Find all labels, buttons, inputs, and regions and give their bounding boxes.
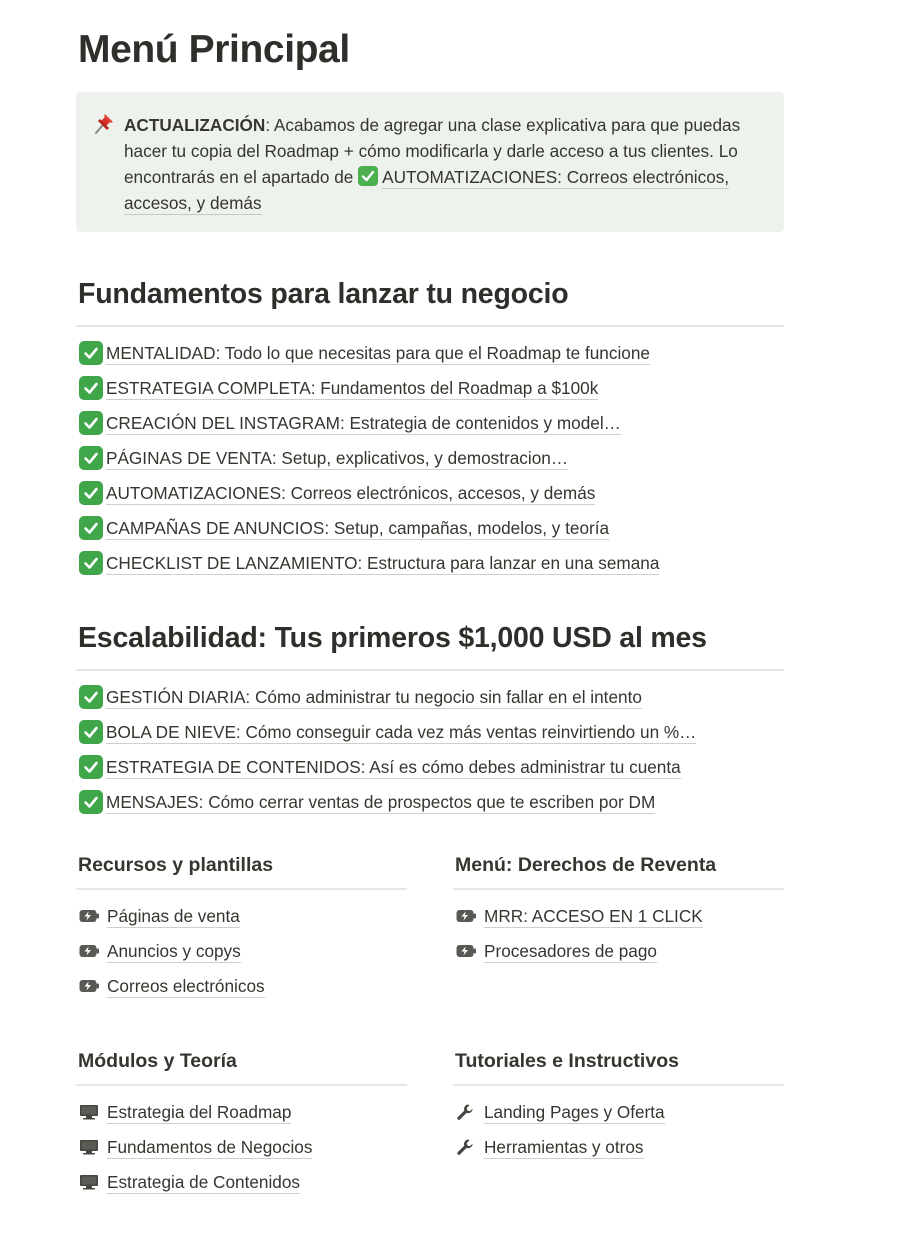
item-label: Correos electrónicos: [107, 975, 265, 996]
item-label: Fundamentos de Negocios: [107, 1136, 313, 1157]
check-icon: [79, 376, 103, 400]
link-creacion-instagram[interactable]: [79, 410, 621, 436]
heading-tutoriales: Tutoriales e Instructivos: [455, 1050, 679, 1072]
link-mentalidad[interactable]: [79, 340, 650, 366]
heading-reventa: Menú: Derechos de Reventa: [455, 854, 717, 876]
link-estrategia-completa[interactable]: [79, 375, 598, 401]
pushpin-icon: [92, 112, 114, 136]
check-icon: [79, 446, 103, 470]
item-label: GESTIÓN DIARIA: Cómo administrar tu negocio sin fallar en el intento: [106, 686, 642, 707]
check-icon: [79, 551, 103, 575]
divider: [76, 888, 407, 890]
link-mrr-acceso[interactable]: [456, 903, 703, 929]
link-estrategia-roadmap[interactable]: [79, 1099, 291, 1125]
check-icon: [79, 685, 103, 709]
check-icon: [79, 341, 103, 365]
battery-charging-icon: [456, 942, 478, 960]
desktop-computer-icon: [79, 1138, 101, 1156]
link-correos-electronicos[interactable]: [79, 973, 265, 999]
link-procesadores-pago[interactable]: [456, 938, 657, 964]
callout-label: ACTUALIZACIÓN: [124, 115, 266, 135]
divider: [76, 669, 784, 671]
link-bola-de-nieve[interactable]: [79, 719, 696, 745]
link-herramientas[interactable]: [456, 1134, 644, 1160]
link-fundamentos-negocios[interactable]: [79, 1134, 312, 1160]
check-icon: [79, 411, 103, 435]
divider: [453, 888, 784, 890]
link-checklist-lanzamiento[interactable]: [79, 550, 659, 576]
item-label: CREACIÓN DEL INSTAGRAM: Estrategia de contenidos y model…: [106, 412, 621, 433]
link-mensajes[interactable]: [79, 789, 655, 815]
link-paginas-de-venta[interactable]: [79, 903, 240, 929]
item-label: BOLA DE NIEVE: Cómo conseguir cada vez más ventas reinvirtiendo un %…: [106, 721, 697, 742]
heading-fundamentos: Fundamentos para lanzar tu negocio: [78, 278, 569, 310]
item-label: AUTOMATIZACIONES: Correos electrónicos, accesos, y demás: [106, 482, 596, 503]
item-label: Procesadores de pago: [484, 940, 657, 961]
check-icon: [79, 790, 103, 814]
link-estrategia-contenidos[interactable]: [79, 754, 681, 780]
item-label: Estrategia del Roadmap: [107, 1101, 292, 1122]
link-estrategia-de-contenidos[interactable]: [79, 1169, 300, 1195]
item-label: MENSAJES: Cómo cerrar ventas de prospectos que te escriben por DM: [106, 791, 656, 812]
item-label: Estrategia de Contenidos: [107, 1171, 301, 1192]
callout-link-automatizaciones[interactable]: AUTOMATIZACIONES: Correos electrónicos, accesos, y demás: [124, 167, 730, 213]
battery-charging-icon: [79, 977, 101, 995]
item-label: Anuncios y copys: [107, 940, 241, 961]
automation-check-icon: [358, 166, 378, 186]
link-automatizaciones[interactable]: [79, 480, 595, 506]
check-icon: [79, 516, 103, 540]
callout-body: : Acabamos de agregar una clase explicativa para que puedas hacer tu copia del Roadmap + cómo modificarla y darle acceso a tus clientes. Lo encontrarás en el apartado de: [124, 115, 741, 187]
link-anuncios-y-copys[interactable]: [79, 938, 241, 964]
link-paginas-venta[interactable]: [79, 445, 568, 471]
battery-charging-icon: [79, 942, 101, 960]
item-label: Páginas de venta: [107, 905, 240, 926]
page-title: Menú Principal: [78, 28, 350, 71]
check-icon: [79, 481, 103, 505]
item-label: ESTRATEGIA DE CONTENIDOS: Así es cómo debes administrar tu cuenta: [106, 756, 681, 777]
heading-recursos: Recursos y plantillas: [78, 854, 274, 876]
check-icon: [79, 720, 103, 744]
link-campanas-anuncios[interactable]: [79, 515, 609, 541]
link-gestion-diaria[interactable]: [79, 684, 642, 710]
desktop-computer-icon: [79, 1103, 101, 1121]
link-landing-pages[interactable]: [456, 1099, 665, 1125]
item-label: MRR: ACCESO EN 1 CLICK: [484, 905, 703, 926]
item-label: MENTALIDAD: Todo lo que necesitas para que el Roadmap te funcione: [106, 342, 650, 363]
item-label: Landing Pages y Oferta: [484, 1101, 665, 1122]
item-label: Herramientas y otros: [484, 1136, 644, 1157]
divider: [76, 1084, 407, 1086]
callout-text: [124, 112, 774, 216]
divider: [453, 1084, 784, 1086]
wrench-icon: [456, 1103, 478, 1121]
battery-charging-icon: [456, 907, 478, 925]
item-label: CAMPAÑAS DE ANUNCIOS: Setup, campañas, modelos, y teoría: [106, 517, 610, 538]
battery-charging-icon: [79, 907, 101, 925]
item-label: PÁGINAS DE VENTA: Setup, explicativos, y demostracion…: [106, 447, 569, 468]
item-label: ESTRATEGIA COMPLETA: Fundamentos del Roadmap a $100k: [106, 377, 599, 398]
heading-escalabilidad: Escalabilidad: Tus primeros $1,000 USD al mes: [78, 622, 707, 654]
update-callout: [76, 92, 784, 232]
wrench-icon: [456, 1138, 478, 1156]
item-label: CHECKLIST DE LANZAMIENTO: Estructura para lanzar en una semana: [106, 552, 660, 573]
desktop-computer-icon: [79, 1173, 101, 1191]
divider: [76, 325, 784, 327]
heading-modulos: Módulos y Teoría: [78, 1050, 237, 1072]
check-icon: [79, 755, 103, 779]
